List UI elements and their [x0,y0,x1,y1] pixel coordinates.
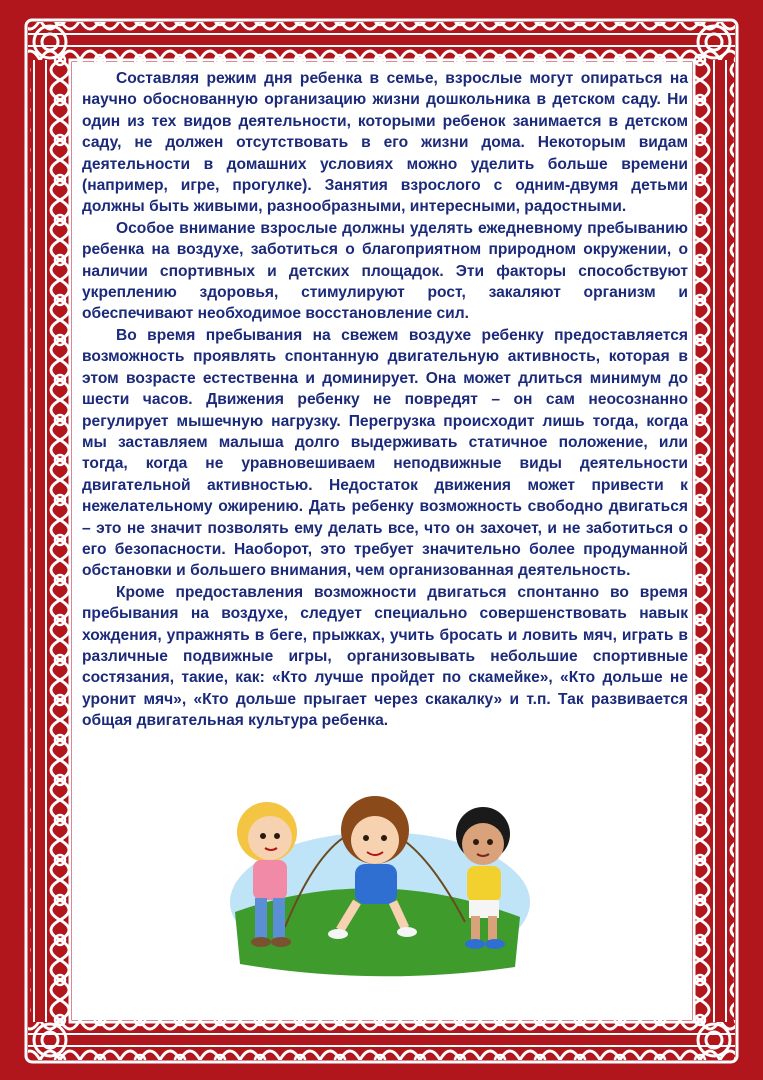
paragraph-motor-culture: Кроме предоставления возможности двигаться спонтанно во время пребывания на воздухе, следует специально совершенствовать навык хождения, упражнять в беге, прыжках, учить бросать и ловить мяч, играть в различные подвижные игры, организовывать небольшие спортивные состязания, такие, как: «Кто лучше пройдет по скамейке», «Кто дольше не уронит мяч», «Кто дольше прыгает через скакалку» и т.п. Так развивается общая двигательная культура ребенка. [82,583,688,730]
article-text [82,68,688,732]
paragraph-daily-routine: Составляя режим дня ребенка в семье, взрослые могут опираться на научно обоснованную организацию жизни дошкольника в детском саду. Ни один из тех видов деятельности, которыми ребенок занимается в детском саду, не должен отсутствовать в его жизни дома. Некоторым видам деятельности в домашних условиях можно уделить больше времени (например, игре, прогулке). Занятия взрослого с одним-двумя детьми должны быть живыми, разнообразными, интересными, радостными. [82,70,688,216]
paragraph-motor-activity: Во время пребывания на свежем воздухе ребенку предоставляется возможность проявлять спонтанную двигательную активность, которая в этом возрасте естественна и доминирует. Она может длиться минимум до шести часов. Движения ребенку не повредят – он сам неосознанно регулирует мышечную нагрузку. Перегрузка происходит лишь тогда, когда мы заставляем малыша долго выдерживать статичное положение, или тогда, когда не уравновешиваем неподвижные виды деятельности двигательной активностью. Недостаток движения может привести к нежелательному ожирению. Дать ребенку возможность свободно двигаться – это не значит позволять ему делать все, что он захочет, и не заботиться о его безопасности. Наоборот, это требует значительно более продуманной обстановки и большего внимания, чем организованная деятельность. [82,326,688,580]
children-jump-rope-illustration [215,752,535,982]
paragraph-outdoor-stay: Особое внимание взрослые должны уделять ежедневному пребыванию ребенка на воздухе, заботиться о благоприятном природном окружении, о наличии спортивных и детских площадок. Эти факторы способствуют укреплению здоровья, стимулируют рост, закаляют организм и обеспечивают необходимое восстановление сил. [82,219,688,323]
